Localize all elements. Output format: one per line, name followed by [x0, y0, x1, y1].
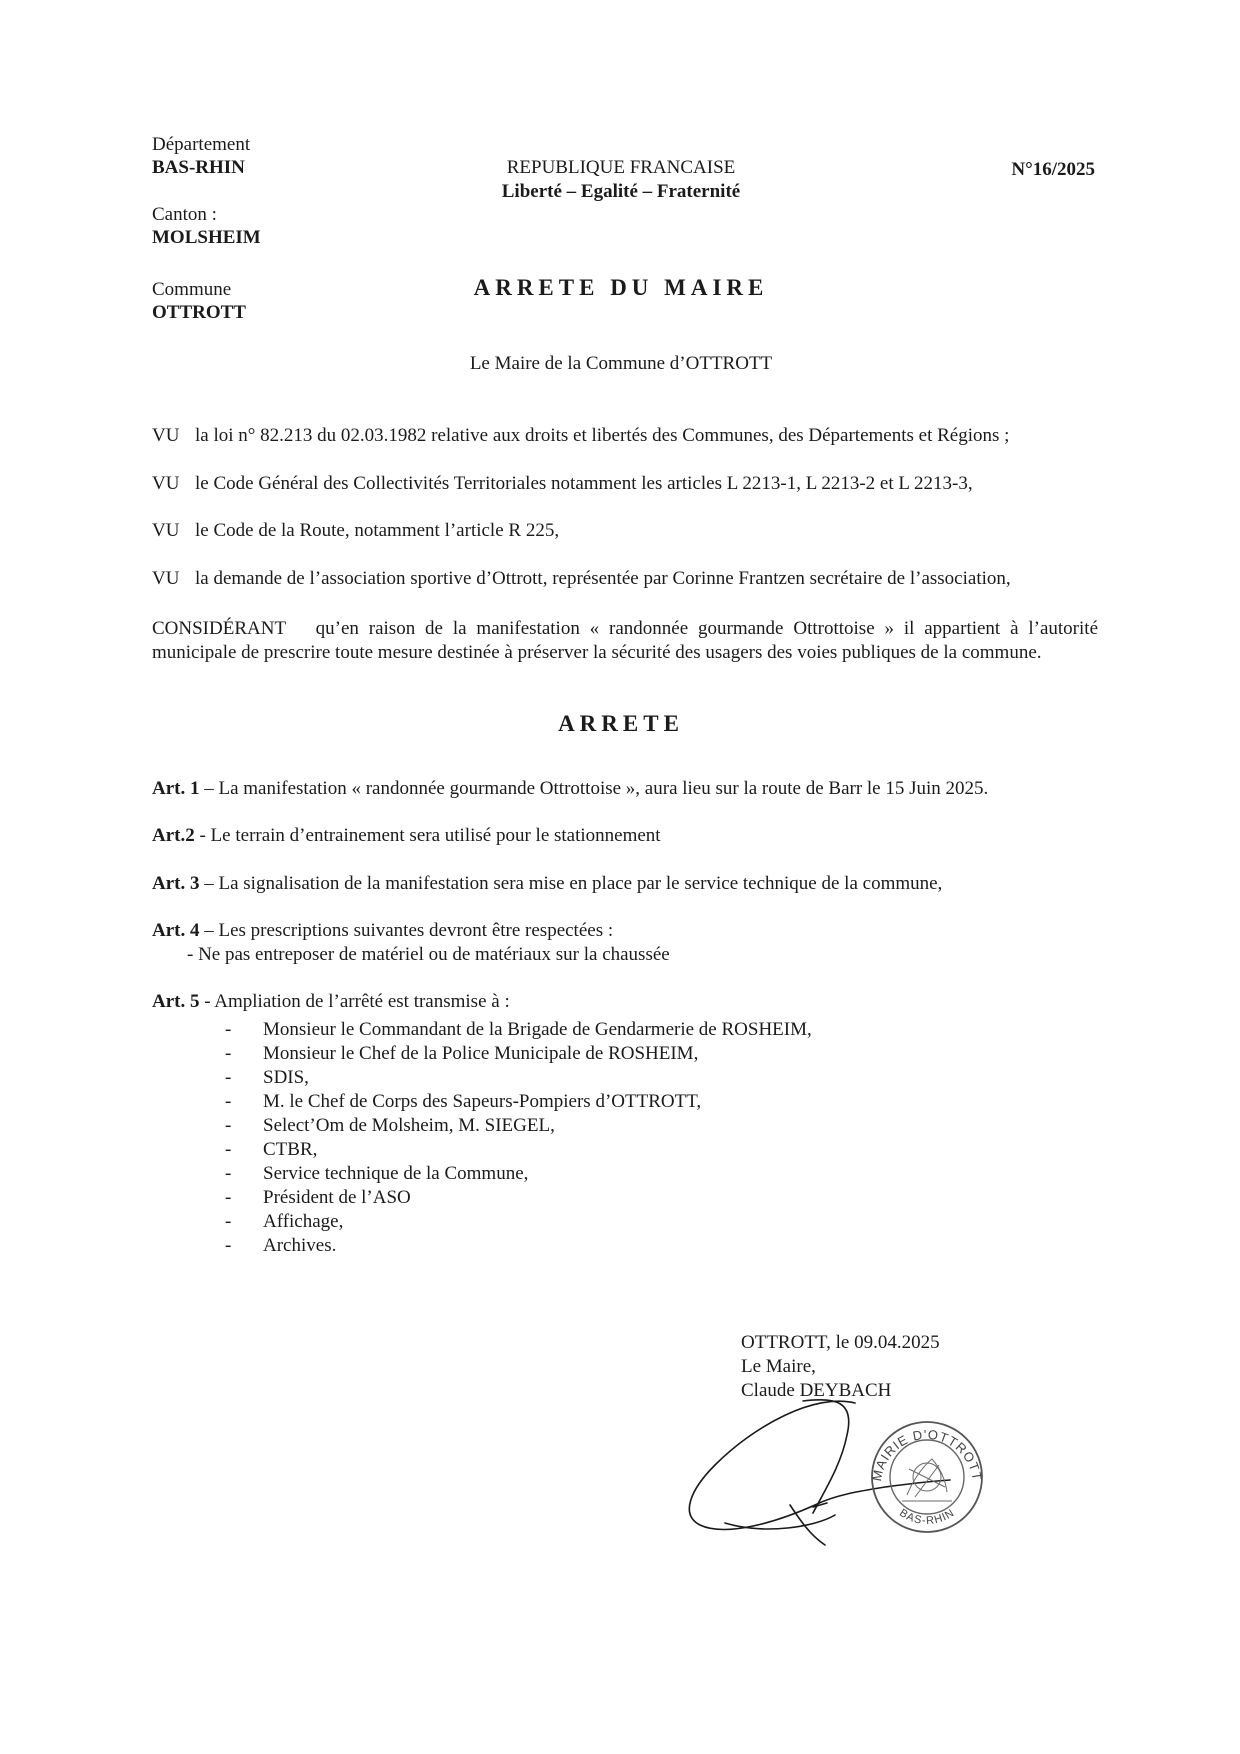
signature-role: Le Maire, [741, 1356, 816, 1377]
signature-and-stamp [685, 1395, 985, 1555]
article-1 [152, 777, 1112, 801]
considerant-keyword: CONSIDÉRANT [152, 618, 287, 639]
article-label: Art. 5 [152, 991, 200, 1012]
article-text: - Ampliation de l’arrêté est transmise à : [199, 991, 510, 1012]
arrete-heading: ARRETE [558, 711, 684, 736]
vu-item [152, 519, 1102, 543]
devise: Liberté – Egalité – Fraternité [501, 181, 741, 202]
article-text: - Le terrain d’entrainement sera utilisé pour le stationnement [194, 825, 661, 846]
vu-keyword: VU [152, 568, 180, 589]
list-item: - SDIS, [225, 1067, 309, 1088]
article-label: Art. 1 [152, 778, 200, 799]
article-2 [152, 824, 1112, 848]
page-title: ARRETE DU MAIRE [473, 275, 769, 300]
article-text: – Les prescriptions suivantes devront être respectées : [199, 920, 614, 941]
list-item: - Service technique de la Commune, [225, 1163, 529, 1184]
vu-keyword: VU [152, 473, 180, 494]
departement-label: Département [152, 134, 251, 155]
canton-label: Canton : [152, 204, 217, 225]
list-item: - Select’Om de Molsheim, M. SIEGEL, [225, 1115, 555, 1136]
ampliation-list [222, 1018, 812, 1258]
signature-block [741, 1331, 940, 1403]
canton-value: MOLSHEIM [152, 227, 261, 248]
article-text: – La manifestation « randonnée gourmande Ottrottoise », aura lieu sur la route de Barr le 15 Juin 2025. [199, 778, 989, 799]
arrete-number: N°16/2025 [1011, 159, 1095, 180]
mairie-stamp [869, 1422, 985, 1532]
signature-place-date: OTTROTT, le 09.04.2025 [741, 1332, 940, 1353]
signature-name: Claude DEYBACH [741, 1380, 892, 1401]
subtitle: Le Maire de la Commune d’OTTROTT [469, 353, 773, 374]
commune-block [152, 278, 246, 324]
vu-item [152, 567, 1102, 591]
vu-keyword: VU [152, 520, 180, 541]
vu-text: le Code de la Route, notamment l’article R 225, [195, 520, 560, 541]
list-item: - Monsieur le Commandant de la Brigade de Gendarmerie de ROSHEIM, [225, 1019, 812, 1040]
vu-text: la demande de l’association sportive d’Ottrott, représentée par Corinne Frantzen secrétaire de l’association, [195, 568, 1011, 589]
departement-block [152, 133, 250, 179]
list-item: - Affichage, [225, 1211, 344, 1232]
vu-keyword: VU [152, 425, 180, 446]
article-5 [152, 990, 1112, 1014]
article-4 [152, 919, 1112, 943]
article-label: Art. 3 [152, 873, 200, 894]
list-item: - CTBR, [225, 1139, 318, 1160]
considerant-text: qu’en raison de la manifestation « randonnée gourmande Ottrottoise » il appartient à l’autorité municipale de prescrire toute mesure destinée à préserver la sécurité des usagers des voies publiques de la commune. [152, 618, 1098, 663]
vu-item [152, 472, 1102, 496]
commune-value: OTTROTT [152, 302, 246, 323]
commune-label: Commune [152, 279, 232, 300]
list-item: - Monsieur le Chef de la Police Municipale de ROSHEIM, [225, 1043, 699, 1064]
list-item: - Président de l’ASO [225, 1187, 411, 1208]
republique-heading: REPUBLIQUE FRANCAISE [506, 157, 736, 178]
list-item: - Archives. [225, 1235, 337, 1256]
vu-text: la loi n° 82.213 du 02.03.1982 relative aux droits et libertés des Communes, des Départements et Régions ; [195, 425, 1010, 446]
article-label: Art. 4 [152, 920, 200, 941]
stamp-top-text: MAIRIE D'OTTROTT [868, 1426, 985, 1483]
vu-item [152, 424, 1102, 448]
considerant-paragraph [152, 617, 1098, 665]
vu-text: le Code Général des Collectivités Territoriales notamment les articles L 2213-1, L 2213-2 et L 2213-3, [195, 473, 973, 494]
article-text: – La signalisation de la manifestation sera mise en place par le service technique de la commune, [199, 873, 943, 894]
article-4-sub-item: - Ne pas entreposer de matériel ou de matériaux sur la chaussée [187, 944, 670, 965]
list-item: - M. le Chef de Corps des Sapeurs-Pompiers d’OTTROTT, [225, 1091, 702, 1112]
canton-block [152, 203, 261, 249]
article-3 [152, 872, 1112, 896]
departement-value: BAS-RHIN [152, 157, 245, 178]
article-label: Art.2 [152, 825, 195, 846]
stamp-bottom-text: BAS-RHIN [897, 1506, 957, 1528]
